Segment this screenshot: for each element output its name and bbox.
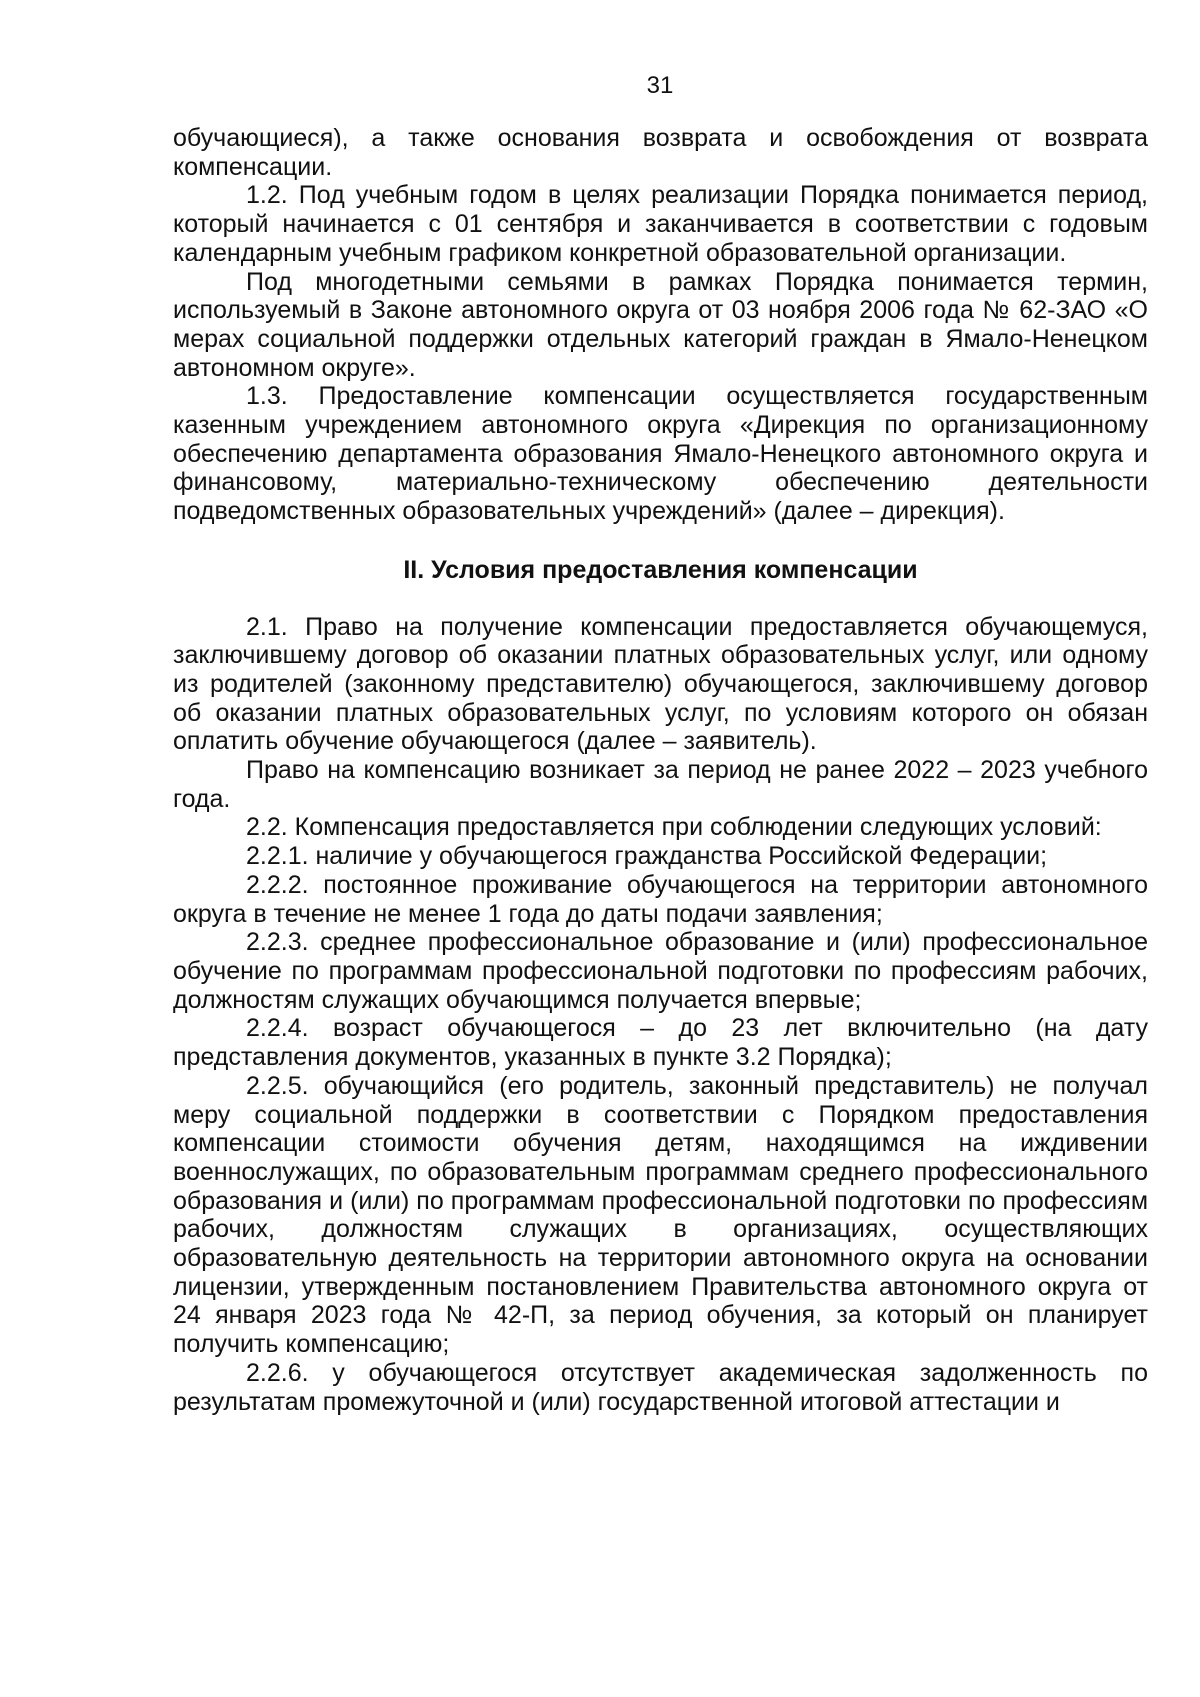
paragraph: обучающиеся), а также основания возврата и освобождения от возврата компенсации. xyxy=(173,124,1148,181)
paragraph-2-2-5: 2.2.5. обучающийся (его родитель, законный представитель) не получал меру социальной поддержки в соответствии с Порядком предоставления компенсации стоимости обучения детям, находящимся на иждивении военнослужащих, по образовательным программам среднего профессионального образования и (или) по программам профессиональной подготовки по профессиям рабочих, должностям служащих в организациях, осуществляющих образовательную деятельность на территории автономного округа на основании лицензии, утвержденным постановлением Правительства автономного округа от 24 января 2023 года № 42-П, за период обучения, за который он планирует получить компенсацию; xyxy=(173,1071,1148,1359)
paragraph-large-families: Под многодетными семьями в рамках Порядка понимается термин, используемый в Законе автономного округа от 03 ноября 2006 года № 62-ЗАО «О мерах социальной поддержки отдельных категорий граждан в Ямало-Ненецком автономном округе». xyxy=(173,267,1148,382)
paragraph-1-3: 1.3. Предоставление компенсации осуществляется государственным казенным учреждением автономного округа «Дирекция по организационному обеспечению департамента образования Ямало-Ненецкого автономного округа и финансовому, материально-техническому обеспечению деятельности подведомственных образовательных учреждений» (далее – дирекция). xyxy=(173,382,1148,526)
paragraph-2-2-3: 2.2.3. среднее профессиональное образование и (или) профессиональное обучение по программам профессиональной подготовки по профессиям рабочих, должностям служащих обучающимся получается впервые; xyxy=(173,928,1148,1014)
section-heading: II. Условия предоставления компенсации xyxy=(403,555,918,584)
paragraph-2-1: 2.1. Право на получение компенсации предоставляется обучающемуся, заключившему договор об оказании платных образовательных услуг, или одному из родителей (законному представителю) обучающегося, заключившему договор об оказании платных образовательных услуг, по условиям которого он обязан оплатить обучение обучающегося (далее – заявитель). xyxy=(173,612,1148,756)
paragraph-2-2-2: 2.2.2. постоянное проживание обучающегося на территории автономного округа в течение не менее 1 года до даты подачи заявления; xyxy=(173,870,1148,928)
paragraph-2-2: 2.2. Компенсация предоставляется при соблюдении следующих условий: xyxy=(246,813,1102,842)
paragraph-2-2-1: 2.2.1. наличие у обучающегося гражданства Российской Федерации; xyxy=(246,842,1048,871)
paragraph-1-2: 1.2. Под учебным годом в целях реализации Порядка понимается период, который начинается с 01 сентября и заканчивается в соответствии с годовым календарным учебным графиком конкретной образовательной организации. xyxy=(173,181,1148,267)
paragraph-2-2-6: 2.2.6. у обучающегося отсутствует академическая задолженность по результатам промежуточной и (или) государственной итоговой аттестации и xyxy=(173,1358,1148,1416)
paragraph-compensation-right: Право на компенсацию возникает за период не ранее 2022 – 2023 учебного года. xyxy=(173,756,1148,813)
paragraph-2-2-4: 2.2.4. возраст обучающегося – до 23 лет включительно (на дату представления документов, указанных в пункте 3.2 Порядка); xyxy=(173,1014,1148,1072)
document-body xyxy=(173,124,1148,1416)
page-number: 31 xyxy=(646,72,674,99)
